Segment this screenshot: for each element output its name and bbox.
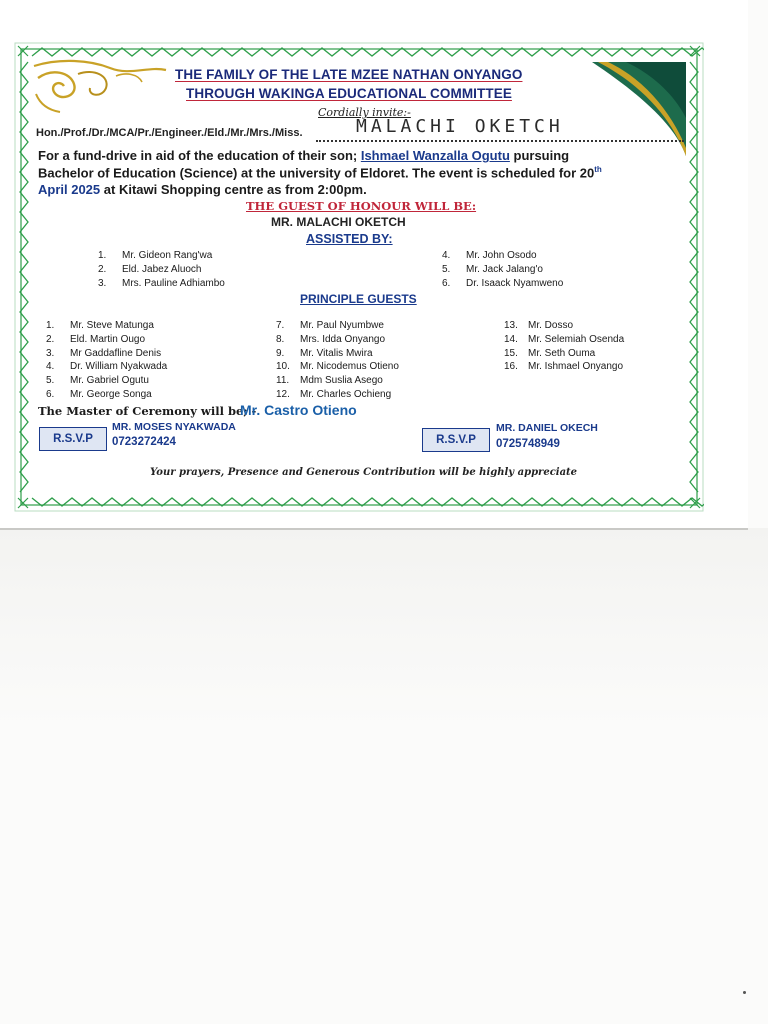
- assisted-list-left: [98, 249, 225, 290]
- list-item: 2. Eld. Jabez Aluoch: [98, 263, 202, 275]
- assisted-list-right: [442, 249, 563, 290]
- handwritten-invitee-name: MALACHI OKETCH: [356, 116, 564, 137]
- event-date: April 2025: [38, 182, 101, 197]
- guest-of-honour-name: MR. MALACHI OKETCH: [271, 215, 406, 229]
- list-item: 12. Mr. Charles Ochieng: [276, 388, 392, 400]
- body-line-2-text: Bachelor of Education (Science) at the university of Eldoret. The event is scheduled for 20: [38, 165, 595, 181]
- rsvp-contact-phone-2: 0725748949: [496, 438, 560, 450]
- list-item: 6. Mr. George Songa: [46, 388, 152, 400]
- body-line-1-prefix: For a fund-drive in aid of the education of their son;: [38, 148, 361, 163]
- list-item: 1. Mr. Steve Matunga: [46, 320, 154, 331]
- list-item: 11. Mdm Suslia Asego: [276, 375, 383, 387]
- rsvp-badge-1: R.S.V.P: [39, 427, 107, 451]
- green-ribbon-ornament: [586, 58, 690, 162]
- body-line-1: [38, 148, 569, 163]
- cordially-invite: Cordially invite:-: [318, 106, 411, 119]
- list-item: 14. Mr. Selemiah Osenda: [504, 333, 625, 345]
- rsvp-contact-name-1: MR. MOSES NYAKWADA: [112, 421, 236, 433]
- guest-of-honour-heading: THE GUEST OF HONOUR WILL BE:: [246, 199, 477, 213]
- rsvp-contact-name-2: MR. DANIEL OKECH: [496, 422, 598, 434]
- list-item: 6. Dr. Isaack Nyamweno: [442, 277, 564, 289]
- list-item: 3. Mrs. Pauline Adhiambo: [98, 277, 225, 289]
- body-line-1-suffix: pursuing: [509, 148, 570, 163]
- student-name: Ishmael Wanzalla Ogutu: [360, 148, 510, 163]
- list-item: 16. Mr. Ishmael Onyango: [504, 361, 624, 373]
- list-item: 13. Mr. Dosso: [504, 320, 574, 331]
- list-item: 10. Mr. Nicodemus Otieno: [276, 361, 399, 373]
- closing-note: Your prayers, Presence and Generous Contribution will be highly appreciate: [150, 467, 578, 478]
- rsvp-contact-phone-1: 0723272424: [112, 436, 176, 448]
- list-item: 5. Mr. Jack Jalang'o: [442, 263, 543, 275]
- gold-swirl-ornament: [30, 58, 170, 118]
- list-item: 1. Mr. Gideon Rang'wa: [98, 250, 213, 261]
- master-of-ceremony-label: The Master of Ceremony will be; -: [38, 404, 257, 418]
- list-item: 4. Mr. John Osodo: [442, 250, 537, 261]
- title-line-1: THE FAMILY OF THE LATE MZEE NATHAN ONYANGO: [175, 67, 523, 82]
- principle-guests-col-3: [504, 319, 624, 374]
- scan-speck: [743, 991, 746, 994]
- event-venue-time: at Kitawi Shopping centre as from 2:00pm.: [100, 182, 367, 197]
- list-item: 9. Mr. Vitalis Mwira: [276, 347, 373, 359]
- list-item: 15. Mr. Seth Ouma: [504, 347, 596, 359]
- body-line-2: [38, 165, 602, 180]
- list-item: 4. Dr. William Nyakwada: [46, 361, 168, 373]
- title-line-2: THROUGH WAKINGA EDUCATIONAL COMMITTEE: [186, 86, 512, 101]
- assisted-by-heading: ASSISTED BY:: [306, 232, 393, 246]
- body-line-3: [38, 182, 367, 197]
- date-superscript: th: [594, 165, 602, 174]
- master-of-ceremony-name: Mr. Castro Otieno: [240, 402, 357, 418]
- rsvp-badge-2: R.S.V.P: [422, 428, 490, 452]
- principle-guests-col-2: [276, 319, 399, 402]
- blank-page-area: [0, 528, 768, 1024]
- list-item: 8. Mrs. Idda Onyango: [276, 333, 386, 345]
- honorifics-list: Hon./Prof./Dr./MCA/Pr./Engineer./Eld./Mr./Mrs./Miss.: [36, 127, 303, 139]
- list-item: 2. Eld. Martin Ougo: [46, 333, 146, 345]
- principle-guests-col-1: [46, 319, 167, 402]
- principle-guests-heading: PRINCIPLE GUESTS: [300, 292, 417, 306]
- list-item: 3. Mr Gaddafline Denis: [46, 347, 162, 359]
- list-item: 5. Mr. Gabriel Ogutu: [46, 375, 149, 387]
- list-item: 7. Mr. Paul Nyumbwe: [276, 320, 384, 331]
